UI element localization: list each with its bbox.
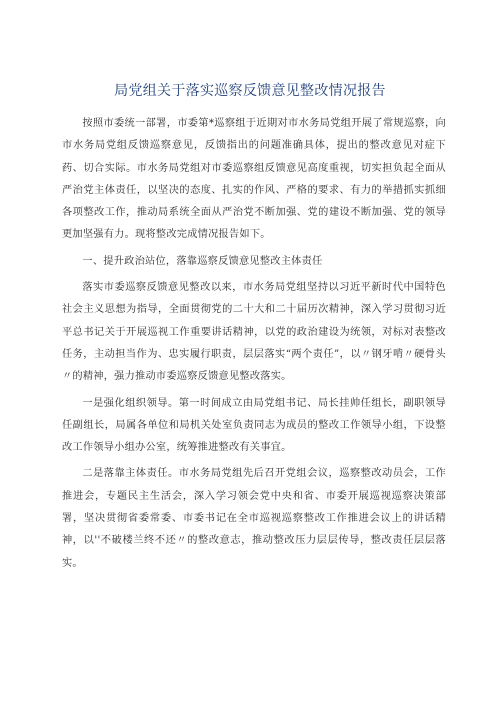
section-1-paragraph: 落实市委巡察反馈意见整改以来，市水务局党组坚持以习近平新时代中国特色社会主义思想为指导，全面贯彻党的二十大和二十届历次精神，深入学习贯彻习近平总书记关于开展巡视工作重要讲话精神，以党的政治建设为统领，对标对表整改任务，主动担当作为、忠实履行职责，层层落实“两个责任”，以〃钢牙啃〃硬骨头〃的精神，强力推动市委巡察反馈意见整改落实。 bbox=[62, 282, 446, 383]
document-body bbox=[62, 113, 446, 575]
main-responsibility-paragraph: 二是落靠主体责任。市水务局党组先后召开党组会议，巡察整改动员会，工作推进会，专题民主生活会，深入学习领会党中央和省、市委开展巡视巡察决策部署，坚决贯彻省委常委、市委书记在全市巡视巡察整改工作推进会议上的讲话精神，以''不破楼兰终不还〃的整改意志，推动整改压力层层传导，整改责任层层落实。 bbox=[62, 468, 446, 569]
intro-paragraph: 按照市委统一部署，市委第*巡察组于近期对市水务局党组开展了常规巡察，向市水务局党组反馈巡察意见，反馈指出的问题准确具体，提出的整改意见对症下药、切合实际。市水务局党组对市委巡察组反馈意见高度重视，切实担负起全面从严治党主体责任，以坚决的态度、扎实的作风、严格的要求、有力的举措抓实抓细各项整改工作，推动局系统全面从严治党不断加强、党的建设不断加强、党的领导更加坚强有力。现将整改完成情况报告如下。 bbox=[62, 118, 446, 241]
document-title: 局党组关于落实巡察反馈意见整改情况报告 bbox=[114, 83, 386, 99]
organization-leadership-paragraph: 一是强化组织领导。第一时间成立由局党组书记、局长挂帅任组长，副职领导任副组长，局属各单位和局机关处室负责同志为成员的整改工作领导小组，下设整改工作领导小组办公室，统筹推进整改有关事宜。 bbox=[62, 397, 446, 454]
section-heading-1: 一、提升政治站位，落靠巡察反馈意见整改主体责任 bbox=[82, 255, 323, 267]
